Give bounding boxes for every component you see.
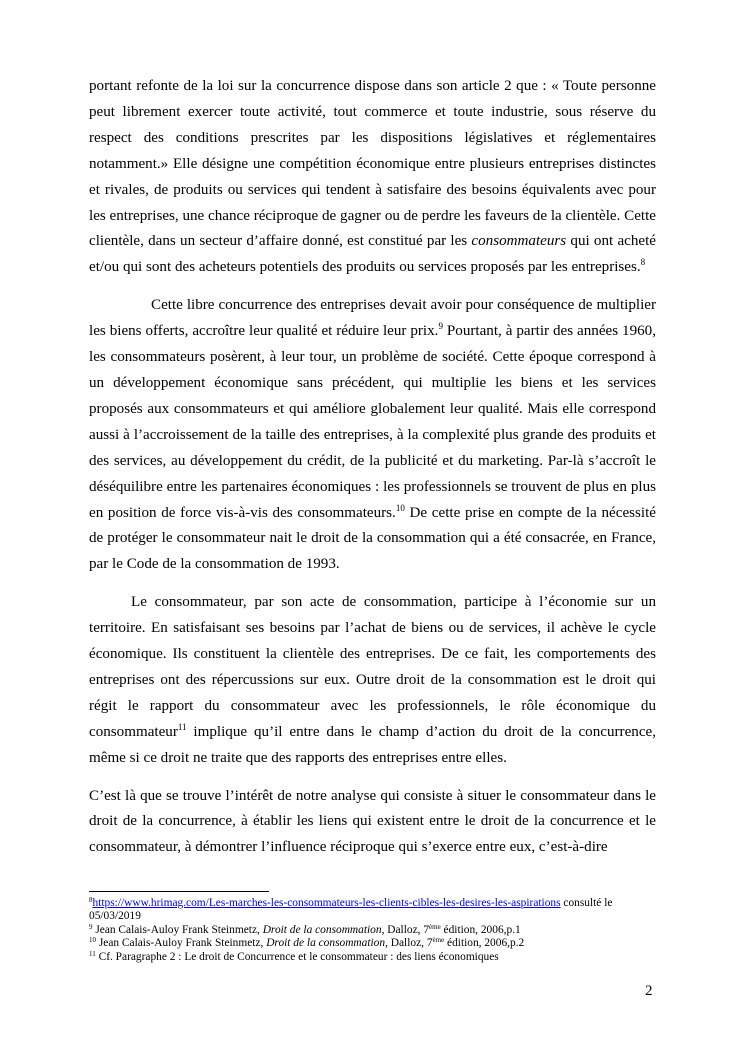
paragraph-3: Le consommateur, par son acte de consommation, participe à l’économie sur un territoire. En satisfaisant ses besoins par l’achat de biens ou de services, il achève le cycle économique. Ils constituent la clientèle des entreprises. De ce fait, les comportements des entreprises ont des répercussions sur eux. Outre droit de la consommation est le droit qui régit le rapport du consommateur avec les professionnels, le rôle économique du consommateur$^{11}$ implique qu’il entre dans le champ d’action du droit de la concurrence, même si ce droit ne traite que des rapports des entreprises entre elles.: [89, 594, 656, 766]
footnotes: [89, 897, 656, 964]
paragraph-1: portant refonte de la loi sur la concurrence dispose dans son article 2 que : « Toute personne peut librement exercer toute activité, tout commerce et toute industrie, sous réserve du respect des conditions prescrites par les dispositions législatives et réglementaires notamment.» Elle désigne une compétition économique entre plusieurs entreprises distinctes et rivales, de produits ou services qui tendent à satisfaire des besoins équivalents avec pour les entreprises, une chance réciproque de gagner ou de perdre les faveurs de la clientèle. Cette clientèle, dans un secteur d’affaire donné, est constitué par les consommateurs qui ont acheté et/ou qui sont des acheteurs potentiels des produits ou services proposés par les entreprises.$^8$: [89, 78, 657, 276]
page-number: 2: [645, 983, 653, 999]
footnote-8: $^8$https://www.hrimag.com/Les-marches-les-consommateurs-les-clients-cibles-les-desires-les-aspirations consulté le 05/03/2019: [89, 896, 613, 923]
footnote-ref-8[interactable]: 8: [640, 257, 646, 268]
footnote-9: $^9$ Jean Calais-Auloy Frank Steinmetz, Droit de la consommation, Dalloz, 7ème édition, 2006,p.1: [89, 922, 521, 936]
paragraph-4: C’est là que se trouve l’intérêt de notre analyse qui consiste à situer le consommateur dans le droit de la concurrence, à établir les liens qui existent entre le droit de la concurrence et le consommateur, à démontrer l’influence réciproque qui s’exerce entre eux, c’est-à-dire: [89, 787, 656, 856]
paragraph-2: Cette libre concurrence des entreprises devait avoir pour conséquence de multiplier les biens offerts, accroître leur qualité et réduire leur prix.$^9$ Pourtant, à partir des années 1960, les consommateurs posèrent, à leur tour, un problème de société. Cette époque correspond à un développement économique sans précédent, qui multiplie les biens et les services proposés aux consommateurs et qui améliore globalement leur qualité. Mais elle correspond aussi à l’accroissement de la taille des entreprises, à la complexité plus grande des produits et des services, au développement du crédit, de la publicité et du marketing. Par-là s’accroît le déséquilibre entre les partenaires économiques : les professionnels se trouvent de plus en plus en position de force vis-à-vis des consommateurs.$^{10}$ De cette prise en compte de la nécessité de protéger le consommateur nait le droit de la consommation qui a été consacrée, en France, par le Code de la consommation de 1993.: [89, 297, 656, 573]
footnote-ref-9[interactable]: 9: [438, 321, 443, 332]
footnote-11: $^{11}$ Cf. Paragraphe 2 : Le droit de Concurrence et le consommateur : des liens économiques: [89, 949, 499, 963]
footnote-separator: [89, 891, 269, 892]
footnote-8-link[interactable]: https://www.hrimag.com/Les-marches-les-consommateurs-les-clients-cibles-les-desires-les-aspirations: [92, 897, 561, 909]
body-text: [89, 74, 656, 873]
footnote-ref-11[interactable]: 11: [177, 721, 187, 732]
emphasis-consommateurs: consommateurs: [471, 233, 567, 250]
footnote-ref-10[interactable]: 10: [395, 502, 405, 513]
footnote-10: $^{10}$ Jean Calais-Auloy Frank Steinmetz, Droit de la consommation, Dalloz, 7ème édition, 2006,p.2: [89, 936, 525, 950]
